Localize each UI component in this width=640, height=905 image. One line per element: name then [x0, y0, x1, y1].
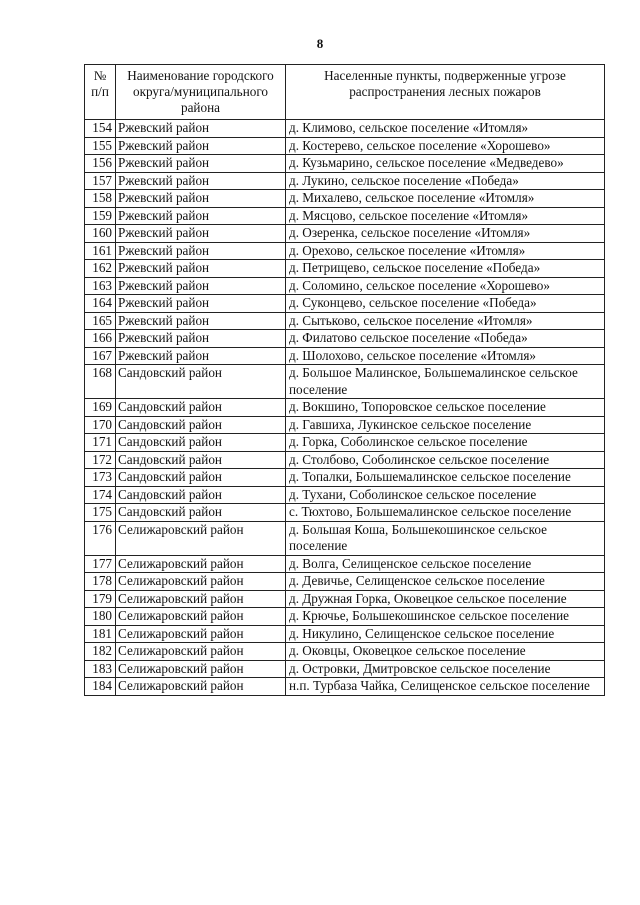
row-number: 184 [85, 678, 116, 696]
row-district: Сандовский район [116, 469, 286, 487]
row-number: 165 [85, 312, 116, 330]
row-number: 159 [85, 207, 116, 225]
row-settlement: д. Озеренка, сельское поселение «Итомля» [286, 225, 605, 243]
row-settlement: д. Вокшино, Топоровское сельское поселение [286, 399, 605, 417]
row-district: Селижаровский район [116, 608, 286, 626]
row-number: 175 [85, 504, 116, 522]
table-row [85, 365, 605, 399]
row-number: 162 [85, 260, 116, 278]
table-row [85, 330, 605, 348]
table-row [85, 225, 605, 243]
row-number: 173 [85, 469, 116, 487]
row-settlement: д. Крючье, Большекошинское сельское поселение [286, 608, 605, 626]
row-settlement: д. Шолохово, сельское поселение «Итомля» [286, 347, 605, 365]
row-settlement: д. Суконцево, сельское поселение «Победа» [286, 295, 605, 313]
table-row [85, 137, 605, 155]
row-district: Сандовский район [116, 399, 286, 417]
row-district: Ржевский район [116, 312, 286, 330]
row-district: Ржевский район [116, 260, 286, 278]
header-settlements: Населенные пункты, подверженные угрозе распространения лесных пожаров [286, 65, 605, 120]
row-settlement: д. Островки, Дмитровское сельское поселение [286, 660, 605, 678]
row-number: 164 [85, 295, 116, 313]
table-row [85, 469, 605, 487]
row-district: Ржевский район [116, 277, 286, 295]
row-number: 154 [85, 120, 116, 138]
row-settlement: д. Девичье, Селищенское сельское поселение [286, 573, 605, 591]
table-row [85, 504, 605, 522]
row-settlement: д. Оковцы, Оковецкое сельское поселение [286, 643, 605, 661]
row-district: Селижаровский район [116, 660, 286, 678]
row-settlement: д. Горка, Соболинское сельское поселение [286, 434, 605, 452]
row-settlement: д. Сытьково, сельское поселение «Итомля» [286, 312, 605, 330]
row-number: 179 [85, 590, 116, 608]
row-district: Селижаровский район [116, 643, 286, 661]
row-district: Сандовский район [116, 434, 286, 452]
row-district: Сандовский район [116, 416, 286, 434]
row-settlement: д. Столбово, Соболинское сельское поселение [286, 451, 605, 469]
table-row [85, 190, 605, 208]
table-row [85, 242, 605, 260]
row-district: Ржевский район [116, 330, 286, 348]
table-row [85, 643, 605, 661]
row-number: 156 [85, 155, 116, 173]
row-district: Ржевский район [116, 242, 286, 260]
row-settlement: д. Топалки, Большемалинское сельское поселение [286, 469, 605, 487]
row-number: 168 [85, 365, 116, 399]
page-number: 8 [316, 36, 324, 51]
table-row [85, 416, 605, 434]
row-number: 171 [85, 434, 116, 452]
table-row [85, 608, 605, 626]
table-row [85, 347, 605, 365]
row-settlement: д. Михалево, сельское поселение «Итомля» [286, 190, 605, 208]
row-district: Селижаровский район [116, 625, 286, 643]
table-row [85, 295, 605, 313]
row-number: 166 [85, 330, 116, 348]
row-settlement: д. Никулино, Селищенское сельское поселение [286, 625, 605, 643]
row-number: 157 [85, 172, 116, 190]
header-number: № п/п [85, 65, 116, 120]
row-number: 158 [85, 190, 116, 208]
row-number: 160 [85, 225, 116, 243]
row-settlement: д. Дружная Горка, Оковецкое сельское поселение [286, 590, 605, 608]
row-settlement: д. Петрищево, сельское поселение «Победа» [286, 260, 605, 278]
table-row [85, 260, 605, 278]
row-number: 177 [85, 555, 116, 573]
row-district: Ржевский район [116, 137, 286, 155]
row-settlement: д. Костерево, сельское поселение «Хорошево» [286, 137, 605, 155]
table-row [85, 590, 605, 608]
row-district: Ржевский район [116, 120, 286, 138]
row-number: 155 [85, 137, 116, 155]
row-number: 180 [85, 608, 116, 626]
table-row [85, 172, 605, 190]
row-number: 161 [85, 242, 116, 260]
row-settlement: д. Кузьмарино, сельское поселение «Медведево» [286, 155, 605, 173]
row-number: 170 [85, 416, 116, 434]
table-row [85, 660, 605, 678]
row-settlement: д. Мясцово, сельское поселение «Итомля» [286, 207, 605, 225]
row-number: 174 [85, 486, 116, 504]
row-number: 172 [85, 451, 116, 469]
row-district: Ржевский район [116, 207, 286, 225]
table-row [85, 399, 605, 417]
row-settlement: д. Соломино, сельское поселение «Хорошево» [286, 277, 605, 295]
table-row [85, 277, 605, 295]
row-settlement: д. Волга, Селищенское сельское поселение [286, 555, 605, 573]
row-settlement: д. Филатово сельское поселение «Победа» [286, 330, 605, 348]
settlements-table [84, 64, 605, 696]
row-number: 181 [85, 625, 116, 643]
row-number: 167 [85, 347, 116, 365]
table-row [85, 120, 605, 138]
table-row [85, 555, 605, 573]
row-district: Селижаровский район [116, 555, 286, 573]
row-district: Сандовский район [116, 486, 286, 504]
table-header-row [85, 65, 605, 120]
table-row [85, 678, 605, 696]
row-number: 183 [85, 660, 116, 678]
row-district: Селижаровский район [116, 678, 286, 696]
row-district: Сандовский район [116, 504, 286, 522]
table-row [85, 625, 605, 643]
row-district: Ржевский район [116, 225, 286, 243]
table-body [85, 120, 605, 696]
row-settlement: д. Лукино, сельское поселение «Победа» [286, 172, 605, 190]
row-settlement: д. Тухани, Соболинское сельское поселение [286, 486, 605, 504]
row-number: 176 [85, 521, 116, 555]
row-district: Селижаровский район [116, 573, 286, 591]
row-settlement: с. Тюхтово, Большемалинское сельское поселение [286, 504, 605, 522]
row-settlement: д. Климово, сельское поселение «Итомля» [286, 120, 605, 138]
table-row [85, 207, 605, 225]
row-district: Ржевский район [116, 155, 286, 173]
header-district: Наименование городского округа/муниципального района [116, 65, 286, 120]
table-row [85, 312, 605, 330]
table-row [85, 155, 605, 173]
table-row [85, 573, 605, 591]
row-district: Ржевский район [116, 172, 286, 190]
row-settlement: н.п. Турбаза Чайка, Селищенское сельское поселение [286, 678, 605, 696]
row-district: Ржевский район [116, 190, 286, 208]
table-row [85, 521, 605, 555]
row-district: Сандовский район [116, 365, 286, 399]
row-district: Сандовский район [116, 451, 286, 469]
table-row [85, 451, 605, 469]
row-district: Ржевский район [116, 295, 286, 313]
row-settlement: д. Гавшиха, Лукинское сельское поселение [286, 416, 605, 434]
row-district: Селижаровский район [116, 521, 286, 555]
row-district: Ржевский район [116, 347, 286, 365]
table-row [85, 434, 605, 452]
row-number: 163 [85, 277, 116, 295]
row-number: 182 [85, 643, 116, 661]
row-settlement: д. Орехово, сельское поселение «Итомля» [286, 242, 605, 260]
row-settlement: д. Большая Коша, Большекошинское сельское поселение [286, 521, 605, 555]
table-row [85, 486, 605, 504]
row-settlement: д. Большое Малинское, Большемалинское сельское поселение [286, 365, 605, 399]
row-district: Селижаровский район [116, 590, 286, 608]
row-number: 178 [85, 573, 116, 591]
row-number: 169 [85, 399, 116, 417]
